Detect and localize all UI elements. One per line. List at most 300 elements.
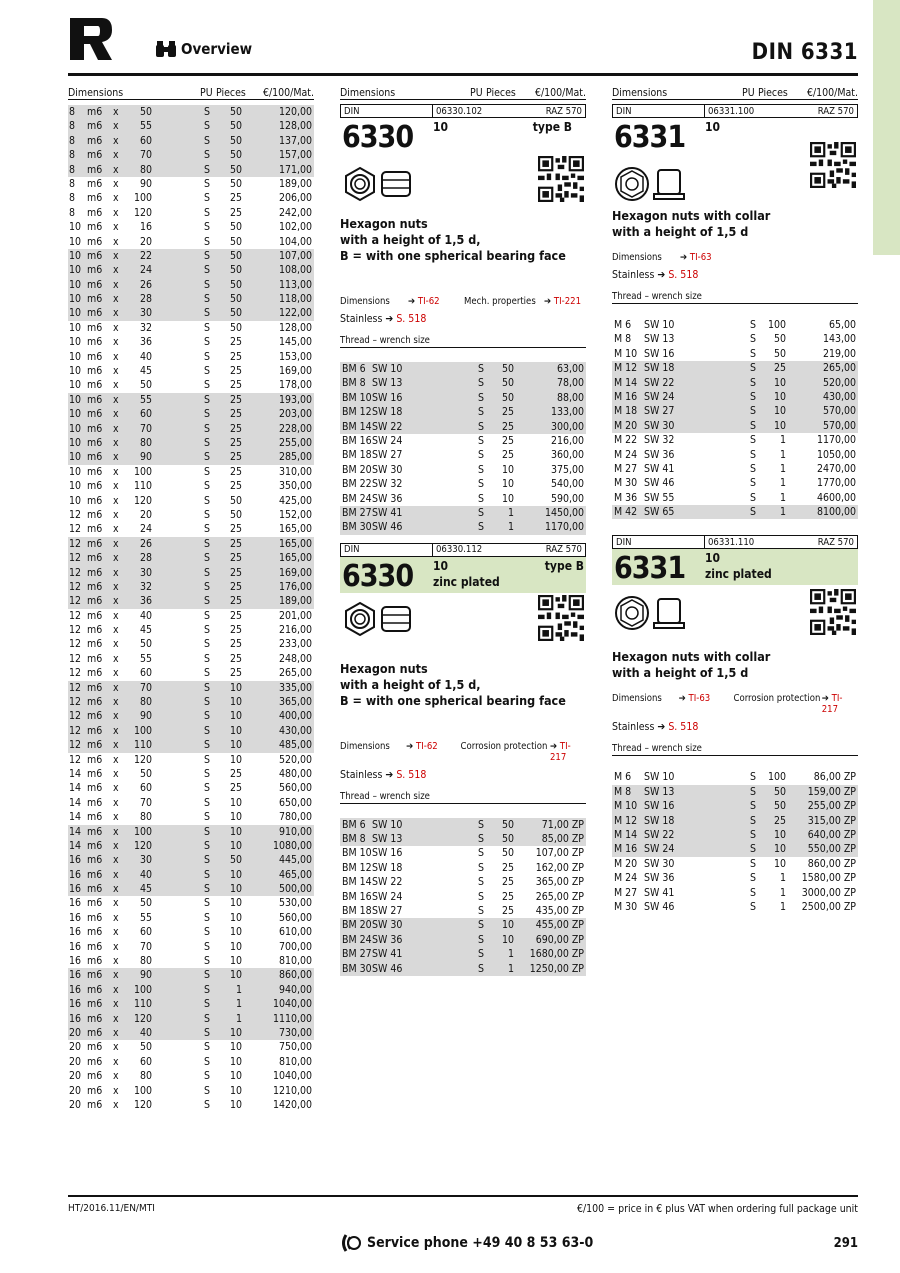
cell-pu: S [478, 506, 484, 519]
cell-pu: S [750, 462, 756, 475]
table-row [612, 376, 858, 390]
cell-pu: S [204, 235, 210, 248]
cell-price: 242,00 [278, 206, 312, 219]
cell-price: 216,00 [278, 624, 312, 637]
cell-pieces: 1 [779, 491, 786, 504]
cell-wrench: SW 55 [644, 491, 675, 504]
cell-pu: S [750, 390, 756, 403]
cell-price: 530,00 [278, 897, 312, 910]
cell-times: x [113, 983, 119, 996]
cell-length: 24 [139, 523, 152, 536]
package-unit: 10 [705, 551, 721, 566]
cell-pu: S [478, 434, 484, 447]
cell-price: 365,00 [278, 696, 312, 709]
cell-pieces: 50 [229, 120, 242, 133]
cell-price: 107,00 ZP [535, 847, 584, 860]
cell-tolerance: m6 [87, 120, 103, 133]
stainless-link[interactable]: S. 518 [668, 721, 699, 734]
article-number: 06331.110 [708, 536, 755, 548]
table-row [68, 163, 314, 177]
ref-link[interactable]: ➔ TI-217 [821, 693, 843, 716]
cell-pu: S [204, 149, 210, 162]
ref-link-text[interactable]: TI-62 [416, 740, 438, 752]
cell-pieces: 25 [229, 336, 242, 349]
hdr-pu: PU [200, 87, 213, 99]
cell-diameter: 10 [69, 264, 82, 277]
cell-tolerance: m6 [87, 523, 103, 536]
cell-length: 60 [139, 1055, 152, 1068]
cell-diameter: 12 [69, 739, 82, 752]
cell-times: x [113, 134, 119, 147]
cell-tolerance: m6 [87, 739, 103, 752]
din-label: DIN [613, 105, 705, 117]
cell-price: 650,00 [278, 796, 312, 809]
cell-pieces: 25 [229, 638, 242, 651]
cell-wrench: SW 13 [372, 377, 403, 390]
cell-pieces: 10 [229, 1041, 242, 1054]
cell-diameter: 12 [69, 566, 82, 579]
cell-tolerance: m6 [87, 537, 103, 550]
stainless-label: Stainless [340, 768, 383, 781]
cell-length: 40 [139, 868, 152, 881]
ref-link-text[interactable]: TI-221 [553, 296, 582, 307]
cell-wrench: SW 16 [372, 847, 403, 860]
cell-price: 85,00 ZP [541, 833, 584, 846]
cell-pu: S [204, 854, 210, 867]
collar-nut-icon [614, 166, 686, 202]
ref-link[interactable]: ➔ TI-62 [408, 296, 440, 307]
ref-link[interactable]: ➔ TI-217 [549, 740, 571, 763]
cell-thread: BM 16 [342, 890, 372, 903]
ref-link-text[interactable]: TI-217 [549, 740, 571, 763]
right-column [612, 86, 858, 914]
cell-pieces: 10 [229, 897, 242, 910]
cell-length: 55 [139, 393, 152, 406]
cell-length: 60 [139, 782, 152, 795]
cell-times: x [113, 897, 119, 910]
cell-pieces: 25 [501, 876, 514, 889]
cell-times: x [113, 206, 119, 219]
cell-pieces: 25 [229, 422, 242, 435]
cell-thread: BM 24 [342, 492, 372, 505]
cell-pieces: 50 [229, 163, 242, 176]
stainless-link[interactable]: S. 518 [396, 313, 427, 325]
cell-times: x [113, 307, 119, 320]
service-phone[interactable] [340, 1233, 593, 1253]
cell-price: 248,00 [278, 652, 312, 665]
cell-tolerance: m6 [87, 897, 103, 910]
cell-length: 24 [139, 264, 152, 277]
cell-diameter: 14 [69, 839, 82, 852]
cell-pieces: 1 [779, 872, 786, 885]
table-row [340, 420, 586, 434]
cell-times: x [113, 451, 119, 464]
cell-pieces: 25 [229, 624, 242, 637]
cell-price: 690,00 ZP [535, 933, 584, 946]
table-row [612, 448, 858, 462]
cell-times: x [113, 595, 119, 608]
din-bar [340, 543, 586, 557]
cell-tolerance: m6 [87, 480, 103, 493]
cell-wrench: SW 13 [644, 333, 675, 346]
cell-length: 45 [139, 883, 152, 896]
cell-times: x [113, 436, 119, 449]
service-phone-text[interactable]: Service phone +49 40 8 53 63-0 [367, 1235, 594, 1251]
cell-pu: S [478, 847, 484, 860]
cell-pieces: 10 [229, 724, 242, 737]
desc-line: with a height of 1,5 d [612, 224, 749, 239]
cell-diameter: 14 [69, 782, 82, 795]
din-number: 6331 [614, 551, 686, 587]
din-label: DIN [613, 536, 705, 548]
table-row [68, 983, 314, 997]
cell-thread: M 12 [614, 814, 638, 827]
mid-block1-table [340, 362, 586, 535]
cell-pieces: 10 [773, 857, 786, 870]
cell-pieces: 25 [773, 362, 786, 375]
table-row [68, 896, 314, 910]
cell-pieces: 1 [507, 962, 514, 975]
cell-thread: M 14 [614, 829, 638, 842]
cell-price: 176,00 [278, 580, 312, 593]
cell-price: 1680,00 ZP [529, 948, 584, 961]
cell-thread: BM 27 [342, 506, 372, 519]
table-row [68, 278, 314, 292]
cell-pieces: 25 [229, 537, 242, 550]
cell-pieces: 10 [229, 1084, 242, 1097]
cell-times: x [113, 235, 119, 248]
ref-link-text[interactable]: TI-63 [689, 252, 712, 263]
cell-price: 169,00 [278, 365, 312, 378]
din-number: 6330 [342, 558, 414, 594]
cell-price: 171,00 [278, 163, 312, 176]
cell-pieces: 25 [229, 667, 242, 680]
brand-logo [68, 16, 114, 62]
cell-price: 430,00 [822, 390, 856, 403]
cell-price: 88,00 [556, 391, 584, 404]
cell-tolerance: m6 [87, 624, 103, 637]
cell-price: 128,00 [278, 321, 312, 334]
cell-times: x [113, 523, 119, 536]
cell-pieces: 10 [773, 843, 786, 856]
cell-length: 90 [139, 177, 152, 190]
table-row [68, 940, 314, 954]
cell-times: x [113, 926, 119, 939]
cell-thread: M 14 [614, 376, 638, 389]
cell-times: x [113, 753, 119, 766]
table-row [340, 904, 586, 918]
cell-pu: S [750, 448, 756, 461]
cell-pieces: 25 [501, 449, 514, 462]
cell-wrench: SW 24 [372, 890, 403, 903]
cell-pieces: 25 [501, 905, 514, 918]
cell-length: 60 [139, 134, 152, 147]
cell-tolerance: m6 [87, 336, 103, 349]
ref-link[interactable]: ➔ TI-221 [544, 296, 582, 307]
cell-times: x [113, 998, 119, 1011]
cell-times: x [113, 192, 119, 205]
ref-link[interactable]: ➔ TI-63 [680, 252, 712, 263]
cell-length: 20 [139, 508, 152, 521]
cell-wrench: SW 36 [644, 448, 675, 461]
cell-pieces: 25 [229, 436, 242, 449]
footer-rule [68, 1195, 858, 1197]
cell-thread: BM 24 [342, 933, 372, 946]
cell-price: 860,00 ZP [807, 857, 856, 870]
cell-times: x [113, 149, 119, 162]
cell-pieces: 50 [229, 149, 242, 162]
cell-price: 128,00 [278, 120, 312, 133]
cell-length: 80 [139, 163, 152, 176]
table-row [612, 886, 858, 900]
table-row [68, 1069, 314, 1083]
cell-length: 100 [133, 1084, 152, 1097]
cell-diameter: 10 [69, 422, 82, 435]
cell-thread: BM 12 [342, 861, 372, 874]
cell-price: 500,00 [278, 883, 312, 896]
cell-pieces: 50 [229, 106, 242, 118]
cell-pu: S [204, 422, 210, 435]
cell-wrench: SW 46 [372, 962, 403, 975]
cell-pieces: 10 [229, 710, 242, 723]
left-table-body [68, 105, 314, 1112]
cell-wrench: SW 16 [372, 391, 403, 404]
cell-pu: S [750, 872, 756, 885]
cell-tolerance: m6 [87, 192, 103, 205]
cell-length: 36 [139, 595, 152, 608]
product-head [612, 549, 858, 585]
cell-price: 1250,00 ZP [529, 962, 584, 975]
cell-pu: S [478, 890, 484, 903]
cell-tolerance: m6 [87, 221, 103, 234]
cell-tolerance: m6 [87, 696, 103, 709]
cell-length: 50 [139, 638, 152, 651]
package-unit: 10 [433, 558, 449, 573]
stainless-link[interactable]: S. 518 [396, 768, 427, 781]
table-row [68, 508, 314, 522]
cell-price: 560,00 [278, 782, 312, 795]
cell-pu: S [204, 537, 210, 550]
table-row [68, 925, 314, 939]
cell-pieces: 1 [779, 900, 786, 913]
table-row [68, 594, 314, 608]
table-row [68, 350, 314, 364]
cell-times: x [113, 321, 119, 334]
cell-pu: S [204, 767, 210, 780]
cell-length: 45 [139, 365, 152, 378]
cell-tolerance: m6 [87, 724, 103, 737]
cell-pieces: 50 [773, 347, 786, 360]
cell-times: x [113, 494, 119, 507]
cell-pu: S [478, 818, 484, 831]
table-row [612, 871, 858, 885]
cell-pieces: 50 [229, 854, 242, 867]
ref-link-text[interactable]: TI-63 [688, 693, 711, 705]
cell-price: 1580,00 ZP [801, 872, 856, 885]
cell-diameter: 12 [69, 580, 82, 593]
cell-price: 610,00 [278, 926, 312, 939]
cell-pieces: 25 [229, 206, 242, 219]
cell-wrench: SW 10 [372, 818, 403, 831]
ref-link-text[interactable]: TI-217 [821, 693, 843, 716]
qr-code-icon [810, 589, 856, 635]
cell-price: 143,00 [822, 333, 856, 346]
ref-link-text[interactable]: TI-62 [417, 296, 440, 307]
cell-pu: S [478, 478, 484, 491]
cell-length: 50 [139, 897, 152, 910]
table-row [340, 448, 586, 462]
cell-times: x [113, 739, 119, 752]
cell-times: x [113, 264, 119, 277]
cell-pieces: 50 [229, 508, 242, 521]
cell-pu: S [204, 1041, 210, 1054]
cell-wrench: SW 24 [372, 434, 403, 447]
cell-pu: S [204, 379, 210, 392]
table-row [612, 785, 858, 799]
cell-price: 107,00 [278, 249, 312, 262]
cell-times: x [113, 163, 119, 176]
din-bar [340, 104, 586, 118]
cell-tolerance: m6 [87, 1027, 103, 1039]
cell-pieces: 100 [767, 319, 786, 331]
cell-price: 1080,00 [272, 839, 312, 852]
desc-line: Hexagon nuts [340, 660, 428, 676]
cell-length: 50 [139, 106, 152, 118]
cell-pu: S [204, 106, 210, 118]
product-type: type B [532, 120, 572, 134]
ref-link[interactable]: ➔ TI-63 [678, 693, 711, 705]
cell-wrench: SW 24 [644, 390, 675, 403]
cell-length: 120 [133, 1012, 152, 1025]
cell-diameter: 20 [69, 1070, 82, 1083]
cell-diameter: 8 [69, 106, 76, 118]
cell-wrench: SW 27 [372, 449, 403, 462]
price-note: €/100 = price in € plus VAT when ordering full package unit [576, 1203, 858, 1215]
cell-tolerance: m6 [87, 465, 103, 478]
cell-price: 730,00 [278, 1027, 312, 1039]
stainless-link[interactable]: S. 518 [668, 269, 699, 281]
cell-pu: S [204, 365, 210, 378]
cell-price: 335,00 [278, 681, 312, 694]
cell-tolerance: m6 [87, 782, 103, 795]
cell-diameter: 12 [69, 638, 82, 651]
cell-length: 30 [139, 566, 152, 579]
cell-times: x [113, 796, 119, 809]
stainless-label: Stainless [612, 269, 655, 281]
table-row [68, 364, 314, 378]
cell-price: 590,00 [550, 492, 584, 505]
table-row [340, 376, 586, 390]
cell-price: 63,00 [556, 363, 584, 375]
cell-thread: M 22 [614, 434, 638, 447]
cell-pu: S [204, 983, 210, 996]
cell-thread: BM 8 [342, 377, 366, 390]
cell-tolerance: m6 [87, 350, 103, 363]
cell-diameter: 10 [69, 293, 82, 306]
ref-label: Dimensions [340, 740, 390, 752]
cell-pu: S [750, 785, 756, 798]
cell-pu: S [204, 926, 210, 939]
product-description [340, 661, 586, 709]
cell-tolerance: m6 [87, 1098, 103, 1111]
cell-pu: S [750, 829, 756, 842]
cell-pu: S [204, 264, 210, 277]
cell-price: 78,00 [556, 377, 584, 390]
cell-price: 71,00 ZP [541, 818, 584, 831]
cell-diameter: 12 [69, 537, 82, 550]
din-bar [612, 104, 858, 118]
table-row [68, 465, 314, 479]
table-row [68, 1012, 314, 1026]
table-row [68, 249, 314, 263]
cell-length: 36 [139, 336, 152, 349]
cell-diameter: 10 [69, 307, 82, 320]
cell-length: 50 [139, 767, 152, 780]
cell-price: 520,00 [278, 753, 312, 766]
cell-tolerance: m6 [87, 365, 103, 378]
cell-wrench: SW 30 [644, 857, 675, 870]
cell-pu: S [204, 998, 210, 1011]
cell-diameter: 12 [69, 696, 82, 709]
cell-length: 110 [133, 998, 152, 1011]
right-col-header [612, 86, 858, 100]
cell-price: 193,00 [278, 393, 312, 406]
cell-wrench: SW 46 [644, 477, 675, 490]
hdr-pu: PU [470, 87, 483, 99]
table-row [68, 1098, 314, 1112]
cell-diameter: 20 [69, 1084, 82, 1097]
hdr-pu: PU [742, 87, 755, 99]
table-row [68, 177, 314, 191]
desc-line: with a height of 1,5 d, [340, 232, 481, 247]
cell-length: 80 [139, 696, 152, 709]
cell-diameter: 10 [69, 379, 82, 392]
cell-pu: S [204, 206, 210, 219]
cell-price: 255,00 ZP [807, 800, 856, 813]
cell-pieces: 10 [773, 376, 786, 389]
table-row [68, 522, 314, 536]
cell-pu: S [204, 753, 210, 766]
ref-link[interactable]: ➔ TI-62 [406, 740, 438, 752]
cell-times: x [113, 652, 119, 665]
desc-line: B = with one spherical bearing face [340, 692, 566, 708]
cell-tolerance: m6 [87, 436, 103, 449]
cell-pieces: 25 [501, 434, 514, 447]
product-visuals [340, 156, 586, 206]
cell-pu: S [478, 420, 484, 433]
table-row [68, 968, 314, 982]
table-row [340, 933, 586, 947]
table-row [340, 832, 586, 846]
cell-pieces: 10 [229, 940, 242, 953]
cell-times: x [113, 667, 119, 680]
cell-diameter: 10 [69, 451, 82, 464]
cell-price: 3000,00 ZP [801, 886, 856, 899]
table-row [68, 306, 314, 320]
cell-pieces: 10 [229, 825, 242, 838]
din-label: DIN [341, 105, 433, 117]
cell-pieces: 50 [229, 134, 242, 147]
cell-thread: M 6 [614, 771, 632, 784]
cell-pu: S [204, 955, 210, 968]
cell-wrench: SW 10 [372, 363, 403, 375]
table-row [68, 796, 314, 810]
table-row [340, 477, 586, 491]
cell-length: 30 [139, 307, 152, 320]
cell-pu: S [204, 883, 210, 896]
cell-times: x [113, 940, 119, 953]
stainless-ref: Stainless ➔ S. 518 [340, 313, 427, 325]
